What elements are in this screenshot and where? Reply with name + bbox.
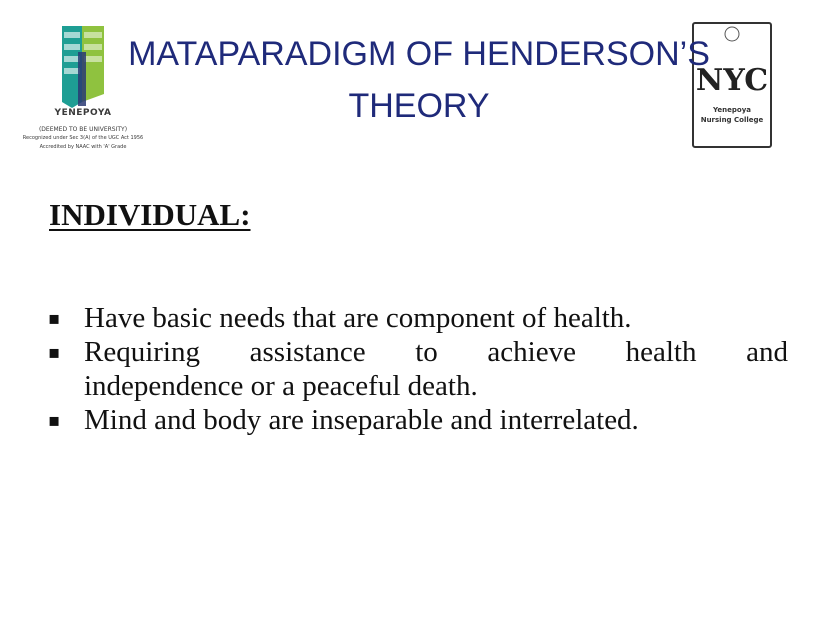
logo-left-name: YENEPOYA bbox=[54, 108, 112, 118]
section-heading: INDIVIDUAL: bbox=[49, 197, 251, 232]
list-item-text: Have basic needs that are component of health. bbox=[84, 302, 632, 334]
nyc-monogram: NYC bbox=[695, 63, 769, 98]
logo-right-line1: Yenepoya bbox=[712, 106, 751, 114]
slide-title bbox=[96, 28, 742, 132]
list-item bbox=[48, 403, 788, 437]
list-item-text: Mind and body are inseparable and interrelated. bbox=[84, 404, 639, 436]
logo-left-line3: Accredited by NAAC with 'A' Grade bbox=[39, 144, 127, 150]
list-item bbox=[48, 301, 788, 335]
bullet-list bbox=[48, 301, 788, 437]
logo-left-line1: (DEEMED TO BE UNIVERSITY) bbox=[38, 126, 128, 133]
logo-left-line2: Recognized under Sec 3(A) of the UGC Act 1956 bbox=[22, 135, 144, 141]
square-bullet-icon: ▪ bbox=[48, 308, 61, 329]
slide-title-line1: MATAPARADIGM OF HENDERSON’S bbox=[128, 35, 710, 73]
square-bullet-icon: ▪ bbox=[48, 342, 61, 363]
slide-title-line2: THEORY bbox=[348, 87, 490, 125]
list-item-text-line2: independence or a peaceful death. bbox=[84, 370, 478, 402]
list-item-text-line1: Requiring assistance to achieve health and bbox=[84, 336, 788, 368]
square-bullet-icon: ▪ bbox=[48, 410, 61, 431]
list-item bbox=[48, 335, 788, 403]
logo-right-line2: Nursing College bbox=[700, 116, 764, 124]
